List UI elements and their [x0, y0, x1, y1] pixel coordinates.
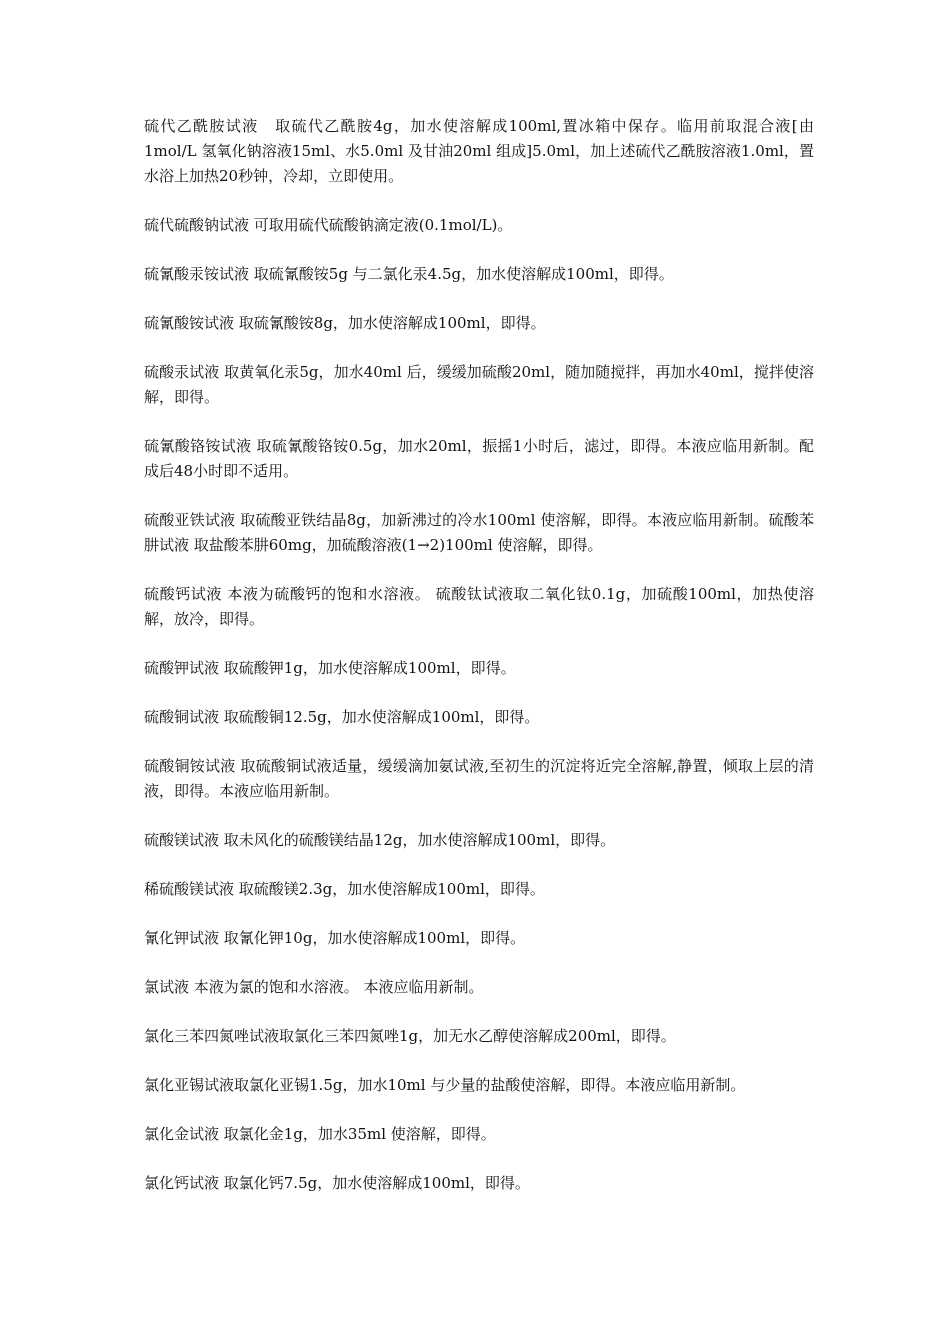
paragraph-copper-sulfate: 硫酸铜试液 取硫酸铜12.5g，加水使溶解成100ml，即得。: [144, 708, 540, 726]
paragraph-copper-ammonium-sulfate: 硫酸铜铵试液 取硫酸铜试液适量，缓缓滴加氨试液,至初生的沉淀将近完全溶解,静置，倾取上层的清液，即得。本液应临用新制。: [144, 757, 814, 800]
paragraph-triphenyltetrazolium-chloride: 氯化三苯四氮唑试液取氯化三苯四氮唑1g，加无水乙醇使溶解成200ml，即得。: [144, 1027, 676, 1045]
paragraph-magnesium-sulfate: 硫酸镁试液 取未风化的硫酸镁结晶12g，加水使溶解成100ml，即得。: [144, 831, 616, 849]
paragraph-calcium-chloride: 氯化钙试液 取氯化钙7.5g，加水使溶解成100ml，即得。: [144, 1174, 530, 1192]
paragraph-ammonium-thiocyanate: 硫氰酸铵试液 取硫氰酸铵8g，加水使溶解成100ml，即得。: [144, 314, 546, 332]
document-body: [144, 114, 814, 1220]
paragraph-stannous-chloride: 氯化亚锡试液取氯化亚锡1.5g，加水10ml 与少量的盐酸使溶解，即得。本液应临用新制。: [144, 1076, 746, 1094]
paragraph-dilute-magnesium-sulfate: 稀硫酸镁试液 取硫酸镁2.3g，加水使溶解成100ml，即得。: [144, 880, 545, 898]
paragraph-potassium-sulfate: 硫酸钾试液 取硫酸钾1g，加水使溶解成100ml，即得。: [144, 659, 516, 677]
paragraph-gold-chloride: 氯化金试液 取氯化金1g，加水35ml 使溶解，即得。: [144, 1125, 496, 1143]
paragraph-thioacetamide: 硫代乙酰胺试液 取硫代乙酰胺4g，加水使溶解成100ml,置冰箱中保存。临用前取混合液[由1mol/L 氢氧化钠溶液15ml、水5.0ml 及甘油20ml 组成]5.0ml，加上述硫代乙酰胺溶液1.0ml，置水浴上加热20秒钟，冷却，立即使用。: [144, 117, 814, 185]
paragraph-potassium-cyanide: 氰化钾试液 取氰化钾10g，加水使溶解成100ml，即得。: [144, 929, 526, 947]
paragraph-mercuric-sulfate: 硫酸汞试液 取黄氧化汞5g，加水40ml 后，缓缓加硫酸20ml，随加随搅拌，再加水40ml，搅拌使溶解，即得。: [144, 363, 814, 406]
paragraph-sodium-thiosulfate: 硫代硫酸钠试液 可取用硫代硫酸钠滴定液(0.1mol/L)。: [144, 216, 513, 234]
paragraph-chromium-ammonium-thiocyanate: 硫氰酸铬铵试液 取硫氰酸铬铵0.5g，加水20ml，振摇1小时后，滤过，即得。本液应临用新制。配成后48小时即不适用。: [144, 437, 814, 480]
paragraph-calcium-sulfate: 硫酸钙试液 本液为硫酸钙的饱和水溶液。 硫酸钛试液取二氧化钛0.1g，加硫酸100ml，加热使溶解，放冷，即得。: [144, 585, 814, 628]
paragraph-ferrous-sulfate: 硫酸亚铁试液 取硫酸亚铁结晶8g，加新沸过的冷水100ml 使溶解，即得。本液应临用新制。硫酸苯肼试液 取盐酸苯肼60mg，加硫酸溶液(1→2)100ml 使溶解，即得。: [144, 511, 814, 554]
paragraph-chlorine: 氯试液 本液为氯的饱和水溶液。 本液应临用新制。: [144, 978, 484, 996]
paragraph-mercuric-ammonium-thiocyanate: 硫氰酸汞铵试液 取硫氰酸铵5g 与二氯化汞4.5g，加水使溶解成100ml，即得。: [144, 265, 674, 283]
